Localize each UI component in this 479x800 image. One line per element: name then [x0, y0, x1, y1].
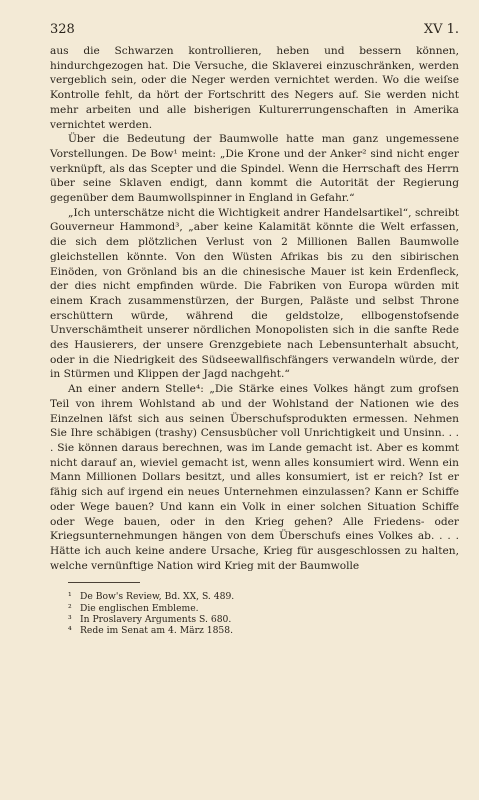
footnote-number: ³	[68, 613, 72, 625]
paragraph-2: Über die Bedeutung der Baumwolle hatte man ganz ungemessene Vorstellungen. De Bow¹ meint: „Die Krone und der Anker² sind nicht enger verknüpft, als das Scepter und die Spindel. Wenn die Herrschaft des Herrn über seine Sklaven endigt, dann kommt die Autorität der Regierung gegenüber dem Baumwollspinner in England in Gefahr.“	[50, 133, 459, 205]
footnote-item	[50, 625, 459, 636]
footnote-text: In Proslavery Arguments S. 680.	[80, 613, 232, 625]
footnote-text: Die englischen Embleme.	[80, 602, 199, 614]
footnote-item	[50, 603, 459, 614]
section-marker: XV 1.	[423, 22, 459, 37]
page-header	[50, 22, 459, 37]
footnote-text: Rede im Senat am 4. März 1858.	[80, 624, 234, 636]
footnote-number: ¹	[68, 591, 72, 603]
footnote-item	[50, 614, 459, 625]
footnotes	[50, 591, 459, 636]
paragraph-3: „Ich unterschätze nicht die Wichtigkeit andrer Handelsartikel“, schreibt Gouverneur Hammond³, „aber keine Kalamität könnte die Welt erfassen, die sich dem plötzlichen Verlust von 2 Millionen Ballen Baumwolle gleichstellen könnte. Von den Wüsten Afrikas bis zu den sibirischen Einöden, von Grönland bis an die chinesische Mauer ist kein Erdenfleck, der dies nicht empfinden würde. Die Fabriken von Europa würden mit einem Krach zusammenstürzen, der Burgen, Paläste und selbst Throne erschüttern würde, während die geldstolze, ellbogenstofsende Unverschämtheit unserer nördlichen Monopolisten sich in die sanfte Rede des Hausierers, der unsere Grenzgebiete nach Lebensunterhalt absucht, oder in die Niedrigkeit des Südseewallfischfängers verwandeln würde, der in Stürmen und Klippen der Jagd nachgeht.“	[50, 206, 459, 381]
footnote-divider	[68, 582, 140, 583]
main-text	[50, 44, 459, 573]
footnote-number: ²	[68, 602, 72, 614]
footnote-number: ⁴	[68, 624, 72, 636]
paragraph-1: aus die Schwarzen kontrollieren, heben und bessern können, hindurchgezogen hat. Die Versuche, die Sklaverei einzuschränken, werden vergeblich sein, oder die Neger werden vernichtet werden. Wo die weiſse Kontrolle fehlt, da hört der Fortschritt des Negers auf. Sie werden nicht mehr arbeiten und alle bisherigen Kulturerrungenschaften in Amerika vernichtet werden.	[50, 45, 459, 131]
footnote-item	[50, 591, 459, 602]
footnote-text: De Bow's Review, Bd. XX, S. 489.	[80, 591, 235, 603]
paragraph-4: An einer andern Stelle⁴: „Die Stärke eines Volkes hängt zum grofsen Teil von ihrem Wohlstand ab und der Wohlstand der Nationen wie des Einzelnen läfst sich aus seinen Überschufsprodukten ermessen. Nehmen Sie Ihre schäbigen (trashy) Censusbücher voll Unrichtigkeit und Unsinn. . . . Sie können daraus berechnen, was im Lande gemacht ist. Aber es kommt nicht darauf an, wieviel gemacht ist, wenn alles konsumiert wird. Wenn ein Mann Millionen Dollars besitzt, und alles konsumiert, ist er reich? Ist er fähig sich auf irgend ein neues Unternehmen einzulassen? Kann er Schiffe oder Wege bauen? Und kann ein Volk in einer solchen Situation Schiffe oder Wege bauen, oder in den Krieg gehen? Alle Friedens- oder Kriegsunternehmungen hängen von dem Überschufs eines Volkes ab. . . . Hätte ich auch keine andere Ursache, Krieg für ausgeschlossen zu halten, welche vernünftige Nation wird Krieg mit der Baumwolle	[50, 383, 459, 572]
page-number: 328	[50, 22, 75, 37]
